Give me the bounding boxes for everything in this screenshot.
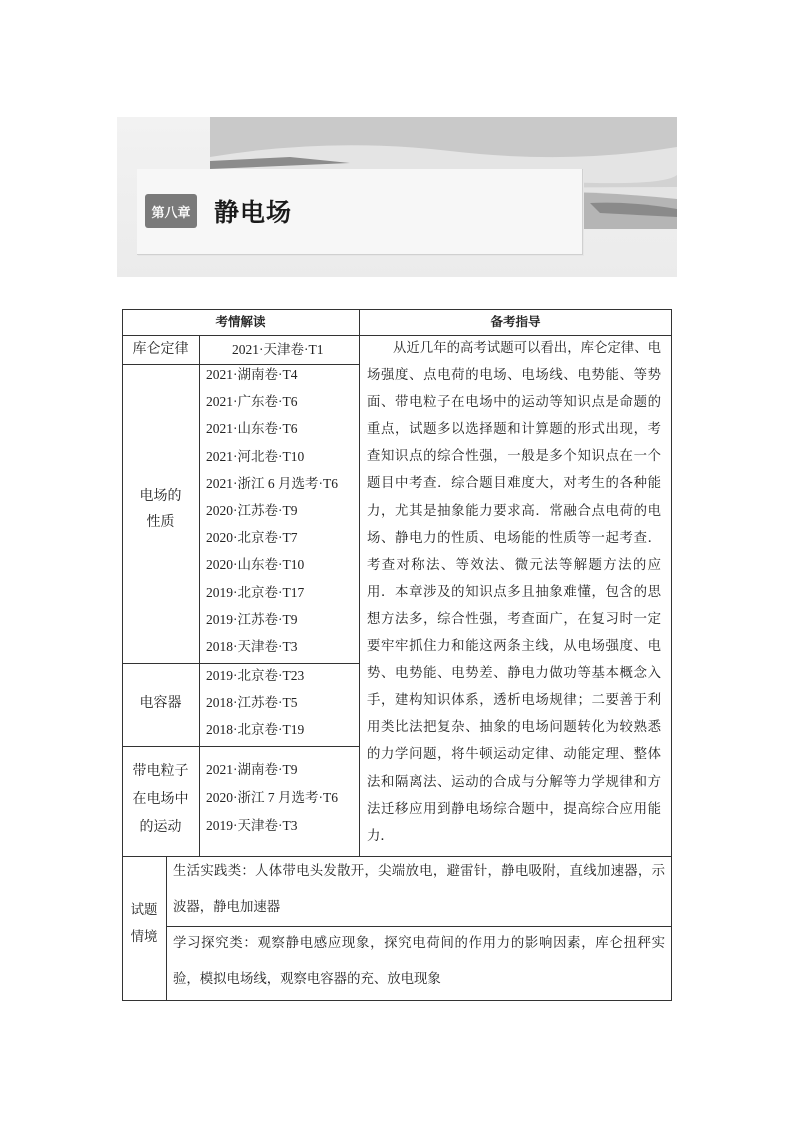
ref-item: 2018·北京卷·T19	[206, 722, 305, 738]
ref-item: 2018·江苏卷·T5	[206, 695, 298, 711]
ref-item: 2019·北京卷·T17	[206, 584, 305, 600]
study-guide-text: 从近几年的高考试题可以看出，库仑定律、电场强度、点电荷的电场、电场线、电势能、等势面、带电粒子在电场中的运动等知识点是命题的重点，试题多以选择题和计算题的形式出现，考查知识点的综合性强，一般是多个知识点在一个题目中考查．综合题目难度大，对考生的各种能力，尤其是抽象能力要求高．常融合点电荷的电场、静电力的性质、电场能的性质等一起考查．考查对称法、等效法、微元法等解题方法的应用．本章涉及的知识点多且抽象难懂，包含的思想方法多，综合性强，考查面广，在复习时一定要牢牢抓住力和能这两条主线，从电场强度、电势、电势能、电势差、静电力做功等基本概念入手，建构知识体系，透析电场规律；二要善于利用类比法把复杂、抽象的电场问题转化为较熟悉的力学问题，将牛顿运动定律、动能定理、整体法和隔离法、运动的合成与分解等力学规律和方法迁移应用到静电场综合题中，提高综合应用能力．	[367, 341, 661, 844]
ref-item: 2019·江苏卷·T9	[206, 611, 298, 627]
context-label: 试题 情境	[130, 903, 158, 945]
header-study-guide: 备考指导	[490, 314, 541, 329]
topic-charged-particle-motion: 带电粒子 在电场中 的运动	[132, 763, 189, 835]
ref-item: 2020·江苏卷·T9	[206, 503, 298, 519]
topic-field-properties: 电场的 性质	[139, 488, 182, 530]
ref-item: 2021·山东卷·T6	[206, 421, 298, 437]
ref-item: 2019·天津卷·T3	[206, 818, 298, 833]
ref-item: 2021·天津卷·T1	[232, 342, 324, 357]
topic-coulomb-law: 库仑定律	[132, 341, 189, 357]
ref-list-charged-particle	[206, 756, 338, 840]
chapter-badge: 第八章	[145, 194, 197, 228]
topic-capacitor: 电容器	[139, 695, 182, 711]
ref-item: 2020·北京卷·T7	[206, 530, 298, 546]
ref-item: 2021·河北卷·T10	[206, 448, 305, 464]
ref-item: 2020·浙江 7 月选考·T6	[206, 790, 338, 805]
ref-list-capacitor	[206, 662, 304, 744]
ref-item: 2019·北京卷·T23	[206, 668, 305, 683]
exam-analysis-table	[122, 309, 672, 1001]
context-life-practice: 生活实践类：人体带电头发散开，尖端放电，避雷针，静电吸附，直线加速器，示波器，静电加速器	[173, 864, 665, 915]
context-study-inquiry: 学习探究类：观察静电感应现象，探究电荷间的作用力的影响因素，库仑扭秤实验，模拟电场线，观察电容器的充、放电现象	[173, 936, 665, 987]
chapter-title: 静电场	[214, 198, 293, 227]
ref-item: 2021·广东卷·T6	[206, 394, 298, 410]
header-exam-analysis: 考情解读	[215, 314, 266, 329]
ref-item: 2021·湖南卷·T4	[206, 367, 298, 382]
ref-item: 2020·山东卷·T10	[206, 557, 305, 573]
ref-item: 2021·湖南卷·T9	[206, 762, 298, 777]
ref-item: 2021·浙江 6 月选考·T6	[206, 475, 338, 491]
ref-item: 2018·天津卷·T3	[206, 639, 298, 655]
banner-title-panel	[137, 169, 583, 255]
ref-list-field-properties	[206, 361, 338, 660]
